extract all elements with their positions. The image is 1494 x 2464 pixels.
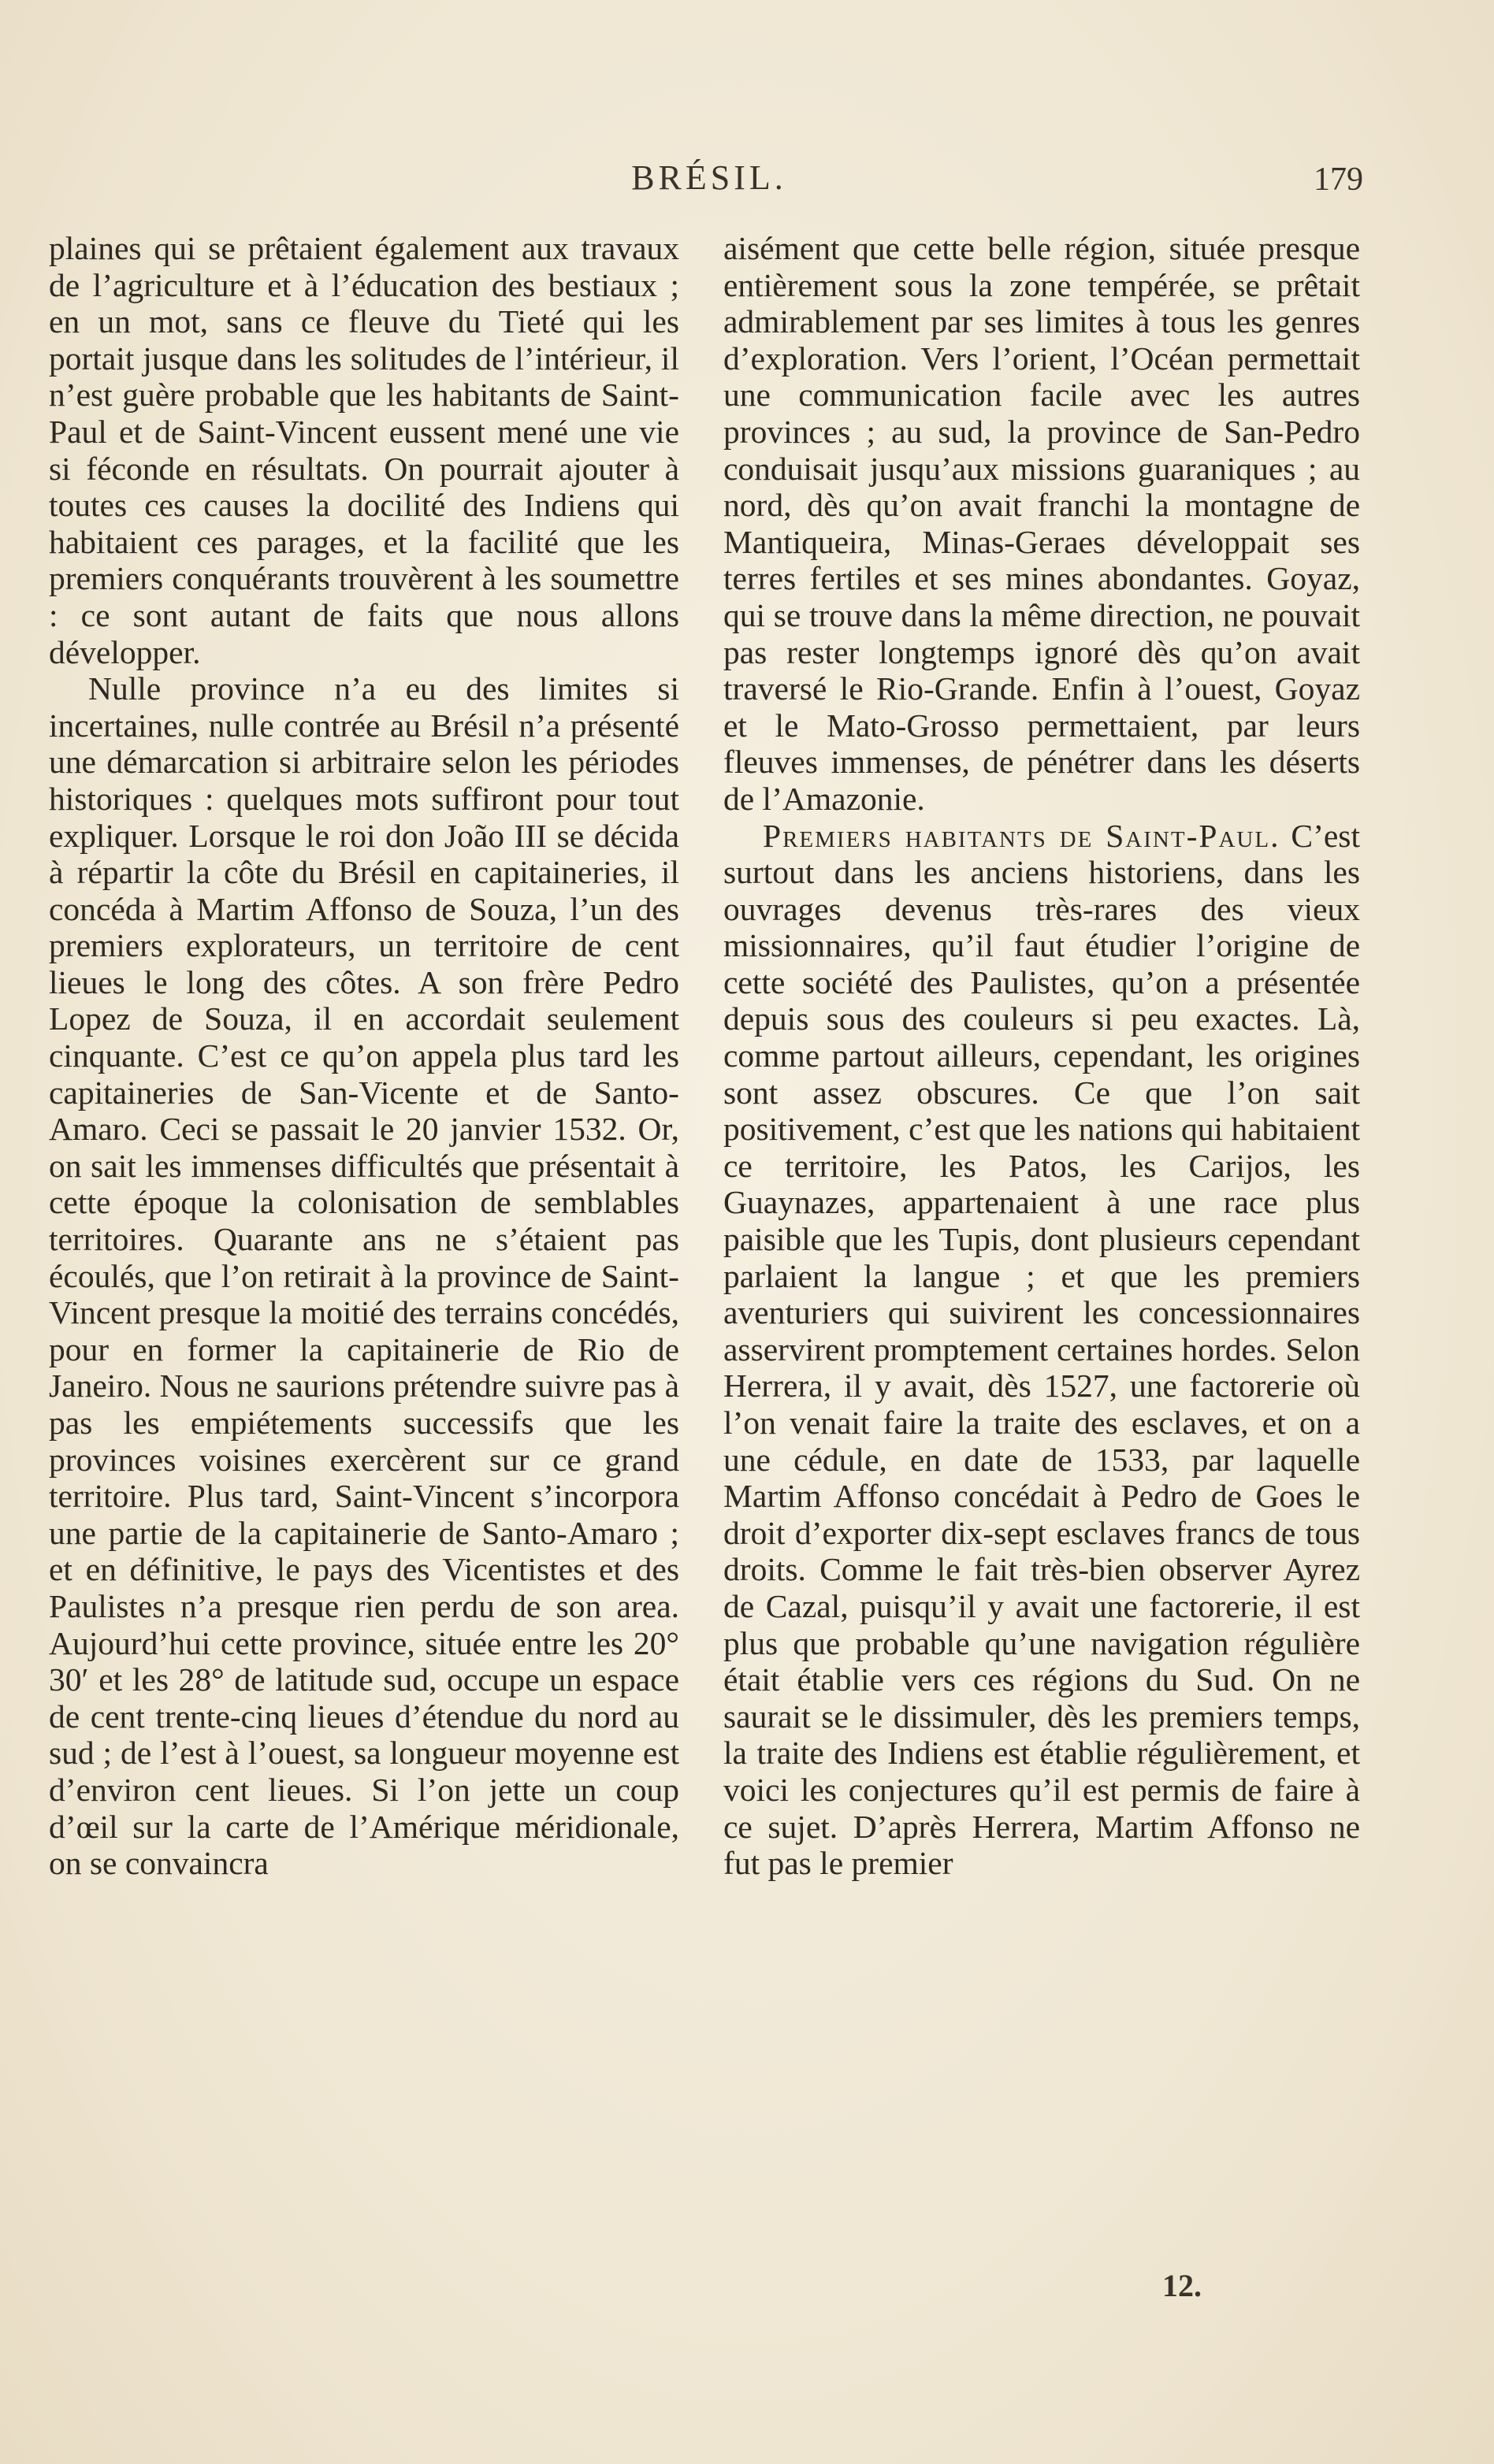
- signature-mark: 12.: [1162, 2268, 1202, 2303]
- paragraph: Nulle province n’a eu des limites si incertaines, nulle contrée au Brésil n’a présenté une démarcation si arbitraire selon les périodes historiques : quelques mots suffiront pour tout expliquer. Lorsque le roi don João III se décida à répartir la côte du Brésil en capitaineries, il concéda à Martim Affonso de Souza, l’un des premiers explorateurs, un territoire de cent lieues le long des côtes. A son frère Pedro Lopez de Souza, il en accordait seulement cinquante. C’est ce qu’on appela plus tard les capitaineries de San-Vicente et de Santo-Amaro. Ceci se passait le 20 janvier 1532. Or, on sait les immenses difficultés que présentait à cette époque la colonisation de semblables territoires. Quarante ans ne s’étaient pas écoulés, que l’on retirait à la province de Saint-Vincent presque la moitié des terrains concédés, pour en former la capitainerie de Rio de Janeiro. Nous ne saurions prétendre suivre pas à pas les empiétements successifs que les provinces voisines exercèrent sur ce grand territoire. Plus tard, Saint-Vincent s’incorpora une partie de la capitainerie de Santo-Amaro ; et en définitive, le pays des Vicentistes et des Paulistes n’a presque rien perdu de son area. Aujourd’hui cette province, située entre les 20° 30′ et les 28° de latitude sud, occupe un espace de cent trente-cinq lieues d’étendue du nord au sud ; de l’est à l’ouest, sa longueur moyenne est d’environ cent lieues. Si l’on jette un coup d’œil sur la carte de l’Amérique méridionale, on se convaincra: [49, 670, 679, 1882]
- running-title: BRÉSIL.: [631, 158, 787, 197]
- paragraph: plaines qui se prêtaient également aux travaux de l’agriculture et à l’éducation des bestiaux ; en un mot, sans ce fleuve du Tieté qui les portait jusque dans les solitudes de l’intérieur, il n’est guère probable que les habitants de Saint-Paul et de Saint-Vincent eussent mené une vie si féconde en résultats. On pourrait ajouter à toutes ces causes la docilité des Indiens qui habitaient ces parages, et la facilité que les premiers conquérants trouvèrent à les soumettre : ce sont autant de faits que nous allons développer.: [49, 230, 679, 670]
- page-header: [0, 158, 1494, 213]
- section-heading: Premiers habitants de Saint-Paul.: [763, 817, 1280, 854]
- page-number: 179: [1314, 161, 1363, 198]
- left-column: [49, 230, 679, 1882]
- right-column: [723, 230, 1360, 1882]
- paragraph-text: C’est surtout dans les anciens historiens, dans les ouvrages devenus très-rares des vieux missionnaires, qu’il faut étudier l’origine de cette société des Paulistes, qu’on a présentée depuis sous des couleurs si peu exactes. Là, comme partout ailleurs, cependant, les origines sont assez obscures. Ce que l’on sait positivement, c’est que les nations qui habitaient ce territoire, les Patos, les Carijos, les Guaynazes, appartenaient à une race plus paisible que les Tupis, dont plusieurs cependant parlaient la langue ; et que les premiers aventuriers qui suivirent les concessionnaires asservirent promptement certaines hordes. Selon Herrera, il y avait, dès 1527, une factorerie où l’on venait faire la traite des esclaves, et on a une cédule, en date de 1533, par laquelle Martim Affonso concédait à Pedro de Goes le droit d’exporter dix-sept esclaves francs de tous droits. Comme le fait très-bien observer Ayrez de Cazal, puisqu’il y avait une factorerie, il est plus que probable qu’une navigation régulière était établie vers ces régions du Sud. On ne saurait se le dissimuler, dès les premiers temps, la traite des Indiens est établie régulièrement, et voici les conjectures qu’il est permis de faire à ce sujet. D’après Herrera, Martim Affonso ne fut pas le premier: [723, 817, 1360, 1882]
- section-paragraph: [723, 818, 1360, 1882]
- paragraph: aisément que cette belle région, située presque entièrement sous la zone tempérée, se prêtait admirablement par ses limites à tous les genres d’exploration. Vers l’orient, l’Océan permettait une communication facile avec les autres provinces ; au sud, la province de San-Pedro conduisait jusqu’aux missions guaraniques ; au nord, dès qu’on avait franchi la montagne de Mantiqueira, Minas-Geraes développait ses terres fertiles et ses mines abondantes. Goyaz, qui se trouve dans la même direction, ne pouvait pas rester longtemps ignoré dès qu’on avait traversé le Rio-Grande. Enfin à l’ouest, Goyaz et le Mato-Grosso permettaient, par leurs fleuves immenses, de pénétrer dans les déserts de l’Amazonie.: [723, 230, 1360, 817]
